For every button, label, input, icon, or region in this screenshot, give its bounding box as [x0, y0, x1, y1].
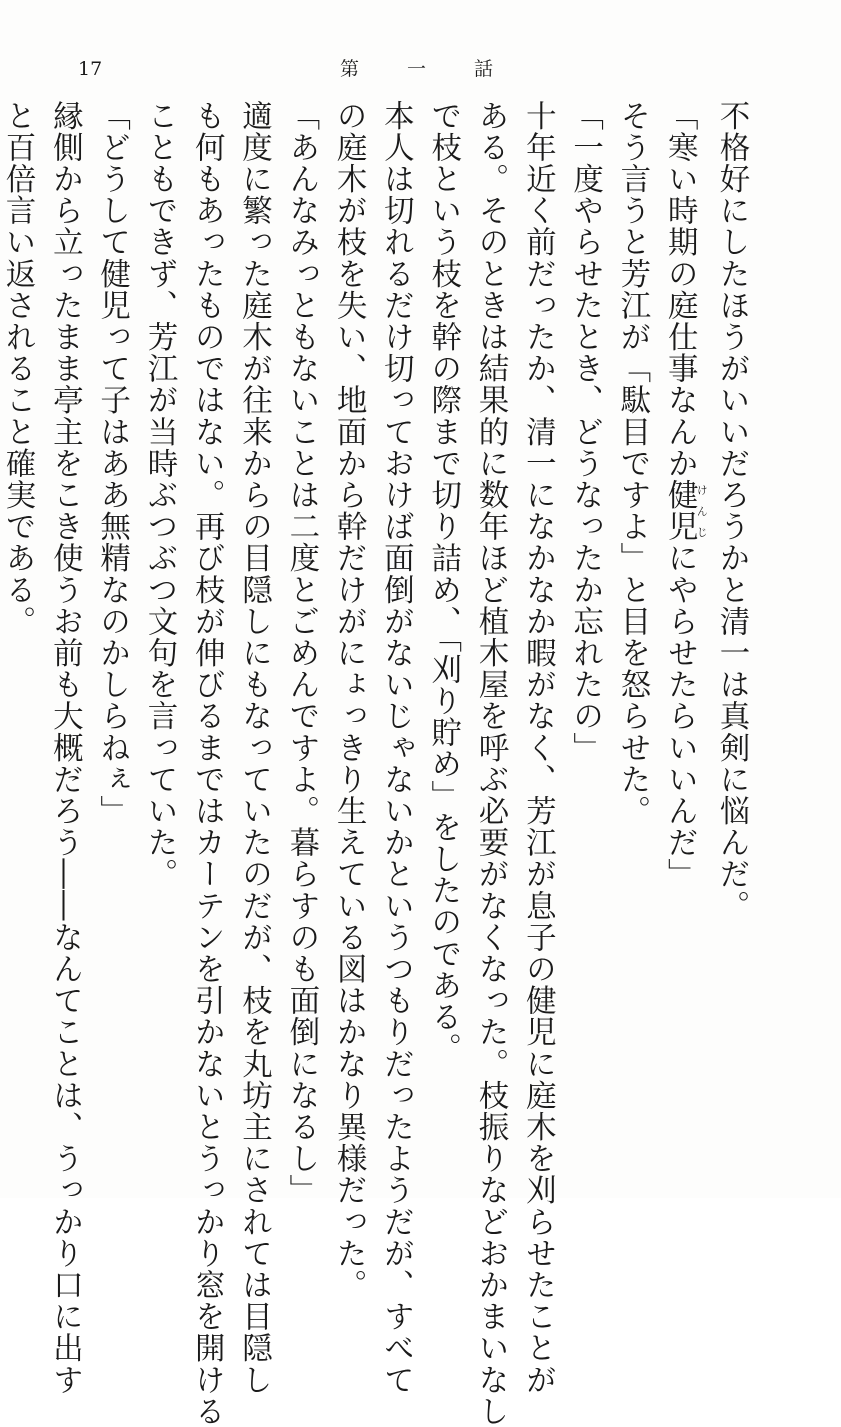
vertical-body-text	[0, 100, 755, 1427]
chapter-title: 第一話	[340, 58, 542, 80]
text-line: そう言うと芳江が「駄目ですよ」と目を怒らせた。	[614, 100, 650, 827]
line-prefix: 「寒い時期の庭仕事なんか	[662, 100, 698, 480]
text-line: 縁側から立ったまま亭主をこき使うお前も大概だろう――なんてことは、うっかり口に出す	[47, 100, 83, 1396]
ruby-annotation	[662, 479, 709, 543]
text-line: 「一度やらせたとき、どうなったか忘れたの」	[567, 100, 603, 764]
text-line: ある。そのときは結果的に数年ほど植木屋を呼ぶ必要がなくなった。枝振りなどおかまいなし	[473, 100, 509, 1427]
line-suffix: にやらせたらいいんだ」	[662, 542, 698, 891]
text-line-with-ruby	[656, 100, 708, 1120]
ruby-reading: けんじ	[695, 479, 709, 543]
text-line: 本人は切れるだけ切っておけば面倒がないじゃないかというつもりだったようだが、すべて	[378, 100, 414, 1396]
text-line: 適度に繁った庭木が往来からの目隠しにもなっていたのだが、枝を丸坊主にされては目隠し	[236, 100, 272, 1396]
text-line: で枝という枝を幹の際まで切り詰め、「刈り貯め」をしたのである。	[425, 100, 461, 1065]
text-line: 「どうして健児って子はああ無精なのかしらねぇ」	[94, 100, 130, 827]
text-line: の庭木が枝を失い、地面から幹だけがにょっきり生えている図はかなり異様だった。	[331, 100, 367, 1301]
page-number: 17	[78, 58, 103, 80]
text-line: 不格好にしたほうがいいだろうかと清一は真剣に悩んだ。	[714, 100, 749, 922]
text-line: と百倍言い返されること確実である。	[0, 100, 36, 638]
ruby-base: 健児	[662, 479, 698, 543]
text-line: こともできず、芳江が当時ぶつぶつ文句を言っていた。	[141, 100, 177, 890]
text-line: も何もあったものではない。再び枝が伸びるまではカーテンを引かないとうっかり窓を開ける	[189, 100, 225, 1427]
text-line: 十年近く前だったか、清一になかなか暇がなく、芳江が息子の健児に庭木を刈らせたことが	[520, 100, 556, 1396]
text-line: 「あんなみっともないことは二度とごめんですよ。暮らすのも面倒になるし」	[283, 100, 319, 1206]
